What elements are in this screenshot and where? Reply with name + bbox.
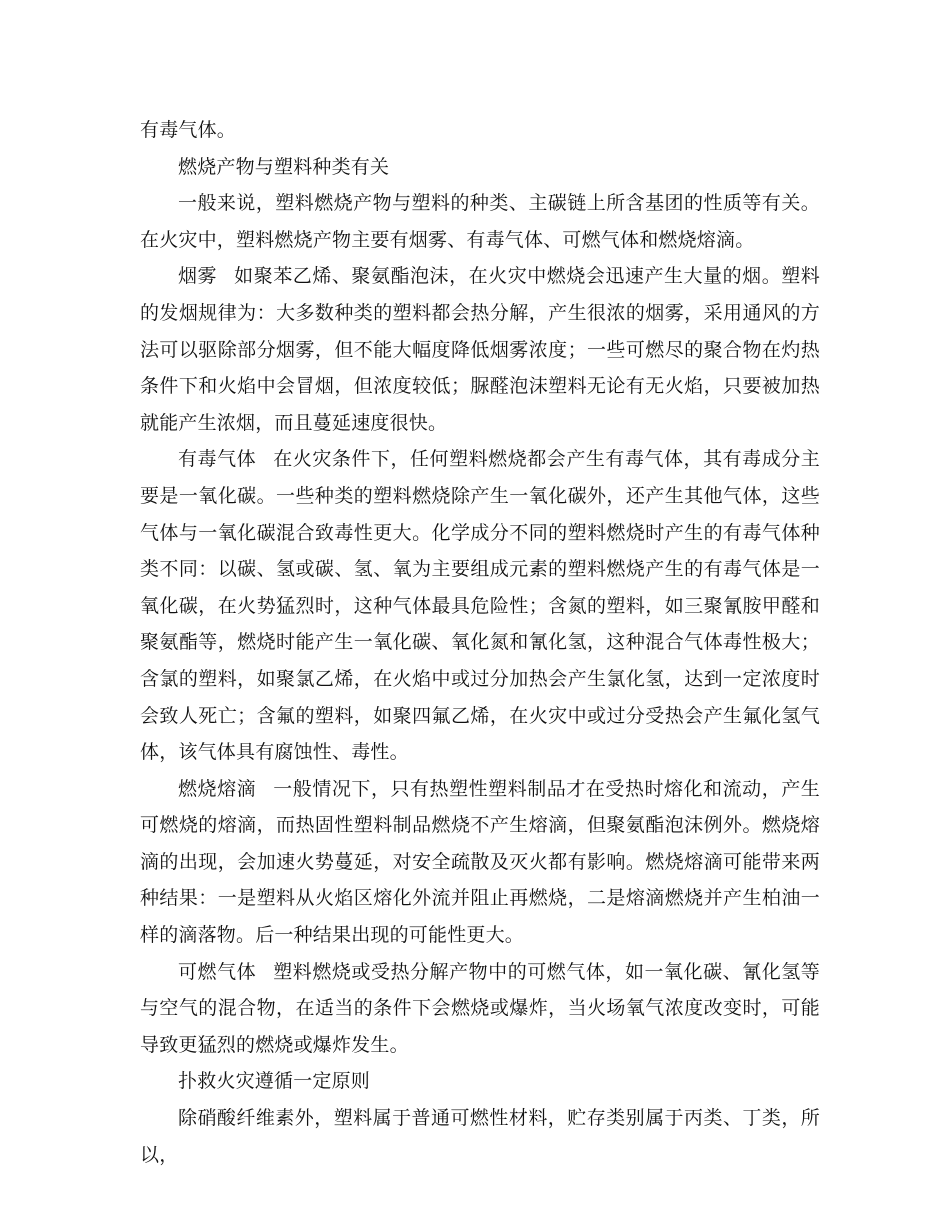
flammable-gas-term: 可燃气体	[178, 960, 257, 983]
melt-drip-text: 一般情况下，只有热塑性塑料制品才在受热时熔化和流动，产生可燃烧的熔滴，而热固性塑料制品燃烧不产生熔滴，但聚氨酯泡沫例外。燃烧熔滴的出现，会加速火势蔓延，对安全疏散及灭火都有影响。燃烧熔滴可能带来两种结果：一是塑料从火焰区熔化外流并阻止再燃烧，二是熔滴燃烧并产生柏油一样的滴落物。后一种结果出现的可能性更大。	[140, 777, 820, 947]
flammable-gas-text: 塑料燃烧或受热分解产物中的可燃气体，如一氧化碳、氰化氢等与空气的混合物，在适当的条件下会燃烧或爆炸，当火场氧气浓度改变时，可能导致更猛烈的燃烧或爆炸发生。	[140, 960, 820, 1056]
firefighting-intro-paragraph: 除硝酸纤维素外，塑料属于普通可燃性材料，贮存类别属于丙类、丁类，所以，	[140, 1107, 820, 1166]
toxic-gas-term: 有毒气体	[178, 448, 257, 471]
smoke-text: 如聚苯乙烯、聚氨酯泡沫，在火灾中燃烧会迅速产生大量的烟。塑料的发烟规律为：大多数种类的塑料都会热分解，产生很浓的烟雾，采用通风的方法可以驱除部分烟雾，但不能大幅度降低烟雾浓度；一些可燃尽的聚合物在灼热条件下和火焰中会冒烟，但浓度较低；脲醛泡沫塑料无论有无火焰，只要被加热就能产生浓烟，而且蔓延速度很快。	[140, 265, 820, 434]
toxic-gas-text: 在火灾条件下，任何塑料燃烧都会产生有毒气体，其有毒成分主要是一氧化碳。一些种类的塑料燃烧除产生一氧化碳外，还产生其他气体，这些气体与一氧化碳混合致毒性更大。化学成分不同的塑料燃烧时产生的有毒气体种类不同：以碳、氢或碳、氢、氧为主要组成元素的塑料燃烧产生的有毒气体是一氧化碳，在火势猛烈时，这种气体最具危险性；含氮的塑料，如三聚氰胺甲醛和聚氨酯等，燃烧时能产生一氧化碳、氧化氮和氰化氢，这种混合气体毒性极大；含氯的塑料，如聚氯乙烯，在火焰中或过分加热会产生氯化氢，达到一定浓度时会致人死亡；含氟的塑料，如聚四氟乙烯，在火灾中或过分受热会产生氟化氢气体，该气体具有腐蚀性、毒性。	[140, 448, 820, 764]
toxic-gas-paragraph	[140, 441, 820, 770]
continuation-paragraph: 有毒气体。	[140, 119, 237, 141]
section-heading-firefighting-principles: 扑救火灾遵循一定原则	[178, 1070, 371, 1093]
melt-drip-paragraph	[140, 771, 820, 954]
melt-drip-term: 燃烧熔滴	[178, 777, 257, 800]
intro-paragraph: 一般来说，塑料燃烧产物与塑料的种类、主碳链上所含基团的性质等有关。在火灾中，塑料燃烧产物主要有烟雾、有毒气体、可燃气体和燃烧熔滴。	[140, 192, 820, 251]
section-heading-combustion-products: 燃烧产物与塑料种类有关	[178, 155, 390, 178]
flammable-gas-paragraph	[140, 954, 820, 1064]
smoke-term: 烟雾	[178, 265, 218, 288]
smoke-paragraph	[140, 258, 820, 441]
